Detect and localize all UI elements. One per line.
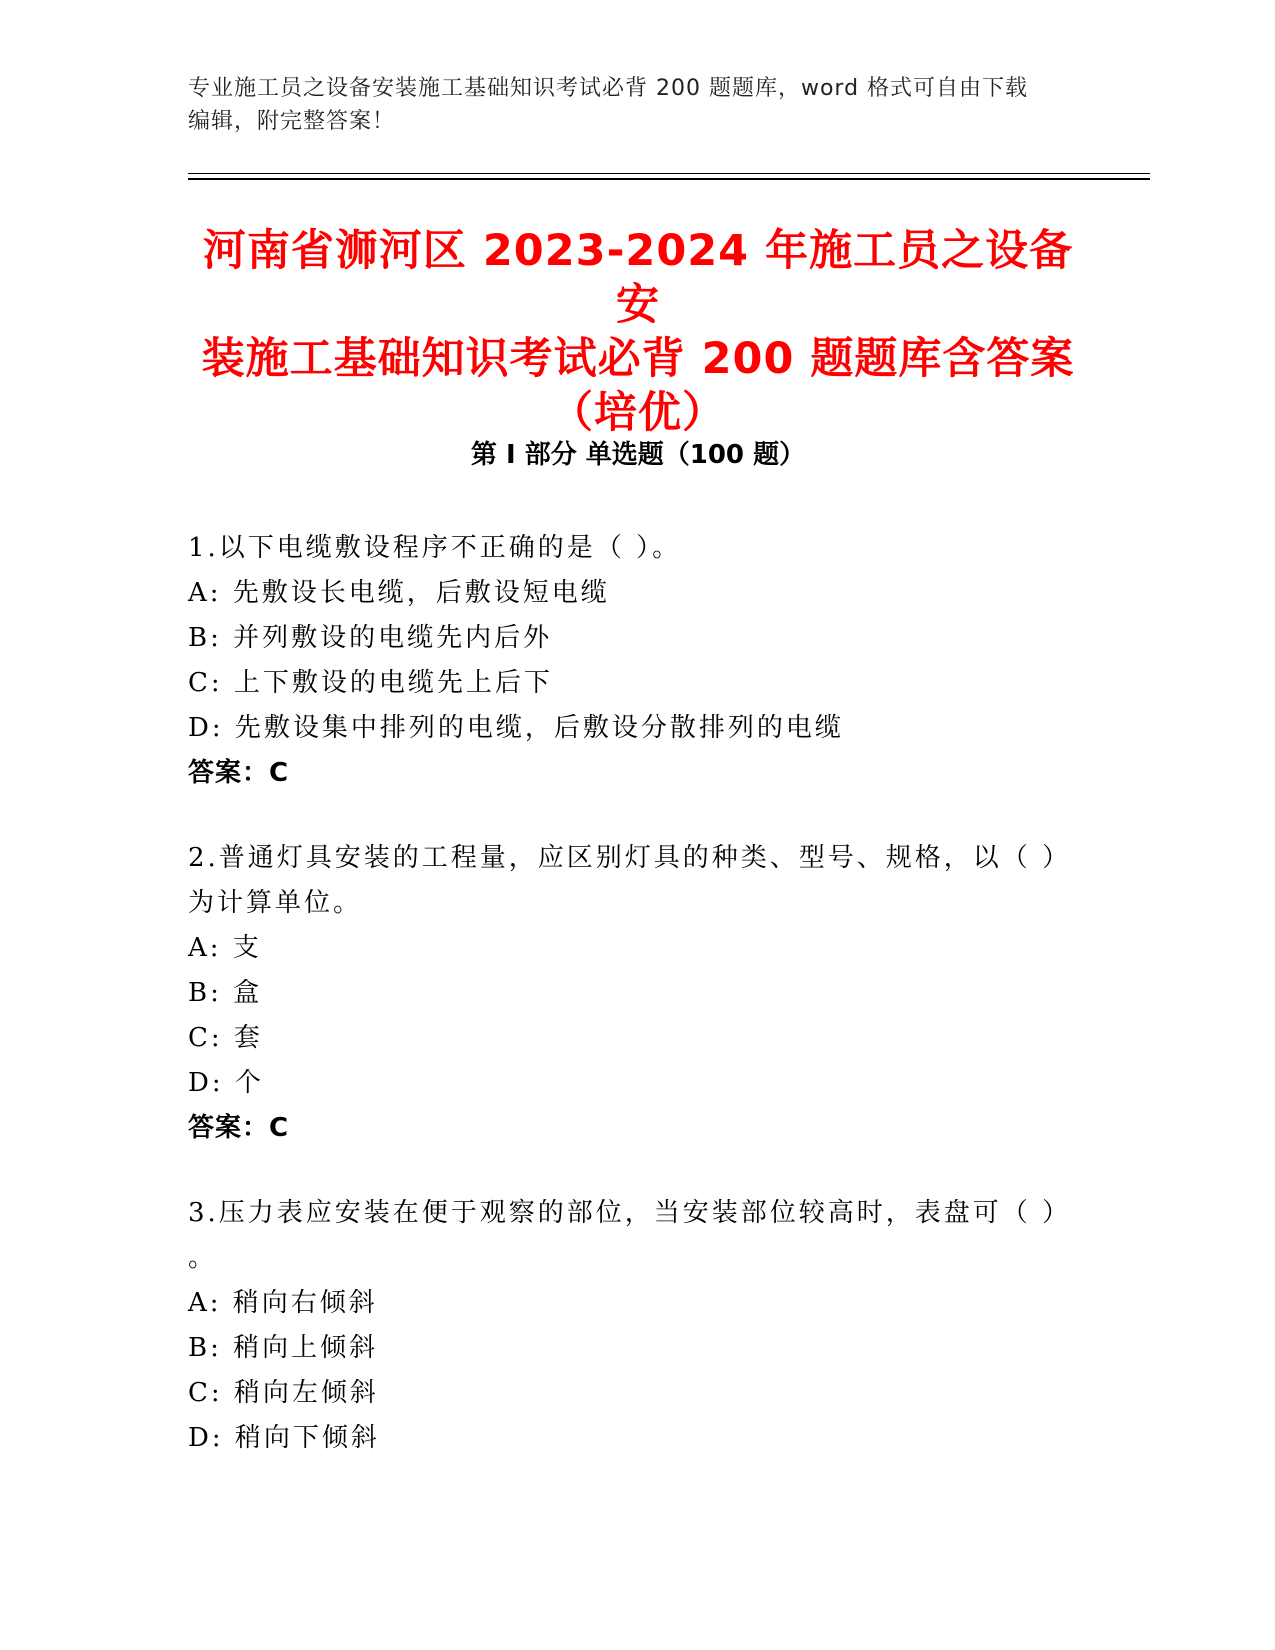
option-a: A: 支 <box>188 933 262 963</box>
title-line-2: 装施工基础知识考试必背 200 题题库含答案 <box>201 334 1075 384</box>
option-b: B: 盒 <box>188 978 263 1008</box>
question-stem-cont: 。 <box>188 1243 218 1273</box>
option-c: C: 套 <box>188 1023 263 1053</box>
answer: 答案：C <box>188 1113 290 1143</box>
header-divider-thin <box>188 173 1150 174</box>
option-b: B: 稍向上倾斜 <box>188 1333 379 1363</box>
document-title <box>188 224 1088 440</box>
option-a: A: 先敷设长电缆，后敷设短电缆 <box>188 578 610 608</box>
option-a: A: 稍向右倾斜 <box>188 1288 378 1318</box>
title-line-1: 河南省浉河区 2023-2024 年施工员之设备安 <box>202 226 1074 330</box>
option-d: D: 个 <box>188 1068 264 1098</box>
header-line-2: 编辑，附完整答案！ <box>188 109 396 134</box>
question-2 <box>188 836 1072 1151</box>
option-c: C: 稍向左倾斜 <box>188 1378 379 1408</box>
question-stem: 3.压力表应安装在便于观察的部位，当安装部位较高时，表盘可（ ） <box>188 1198 1072 1228</box>
question-stem-cont: 为计算单位。 <box>188 888 363 918</box>
option-c: C: 上下敷设的电缆先上后下 <box>188 668 553 698</box>
question-stem: 2.普通灯具安装的工程量，应区别灯具的种类、型号、规格，以（ ） <box>188 843 1072 873</box>
question-1 <box>188 526 1068 796</box>
section-title: 第 I 部分 单选题（100 题） <box>470 440 806 470</box>
header-line-1: 专业施工员之设备安装施工基础知识考试必背 200 题题库，word 格式可自由下载 <box>188 76 1029 101</box>
question-list <box>188 526 1072 1501</box>
title-line-3: （培优） <box>550 388 726 438</box>
option-b: B: 并列敷设的电缆先内后外 <box>188 623 553 653</box>
option-d: D: 稍向下倾斜 <box>188 1423 380 1453</box>
answer: 答案：C <box>188 758 290 788</box>
header-divider-thick <box>188 178 1150 180</box>
question-stem: 1.以下电缆敷设程序不正确的是（ ）。 <box>188 533 682 563</box>
question-3 <box>188 1191 1072 1461</box>
option-d: D: 先敷设集中排列的电缆，后敷设分散排列的电缆 <box>188 713 844 743</box>
page-header <box>188 72 1088 138</box>
